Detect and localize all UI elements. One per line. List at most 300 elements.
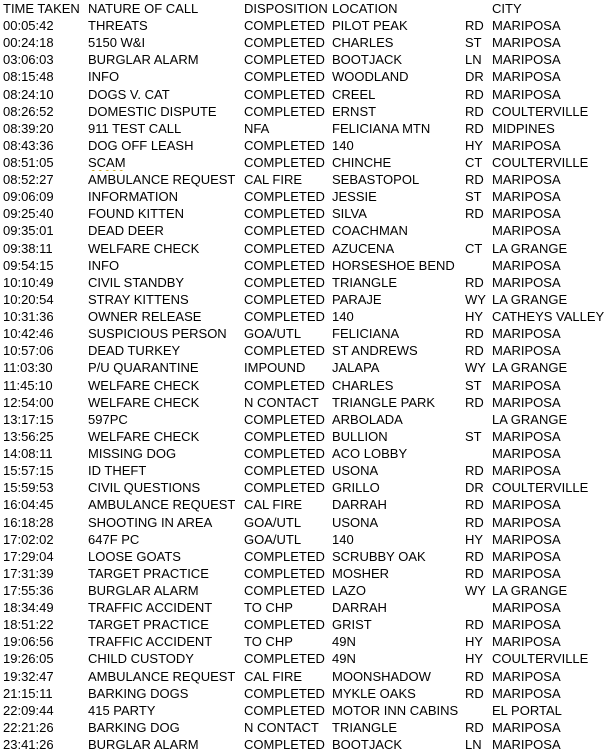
cell-time-taken: 08:52:27 [3,172,54,188]
cell-time-taken: 11:45:10 [3,377,53,393]
cell-street-suffix: RD [465,274,484,290]
cell-street-suffix: RD [465,719,484,735]
cell-location: SEBASTOPOL [332,172,420,188]
cell-disposition: COMPLETED [244,737,325,752]
cell-city: LA GRANGE [492,360,568,376]
cell-nature-of-call: P/U QUARANTINE [88,360,199,376]
cell-location: DARRAH [332,600,387,616]
cell-city: CATHEYS VALLEY [492,309,605,324]
cell-disposition: COMPLETED [244,480,325,496]
cell-nature-of-call: TARGET PRACTICE [88,617,209,633]
cell-city: MARIPOSA [492,548,561,564]
cell-disposition: COMPLETED [244,377,325,393]
cell-time-taken: 09:38:11 [3,240,53,256]
cell-city: LA GRANGE [492,583,568,598]
cell-location: JALAPA [332,360,380,376]
table-row [0,51,614,68]
cell-disposition: GOA/UTL [244,326,302,342]
header-location: LOCATION [332,1,398,16]
cell-city: MARIPOSA [492,497,561,513]
cell-time-taken: 08:39:20 [3,120,54,136]
cell-city: MARIPOSA [492,223,561,239]
cell-nature-of-call: WELFARE CHECK [88,240,200,256]
cell-time-taken: 15:59:53 [3,480,54,496]
cell-nature-of-call: DOG OFF LEASH [88,137,194,153]
cell-time-taken: 18:51:22 [3,617,54,633]
cell-nature-of-call: CIVIL STANDBY [88,274,185,290]
cell-location: MYKLE OAKS [332,685,416,701]
cell-disposition: COMPLETED [244,189,325,205]
cell-location: SILVA [332,206,367,222]
cell-time-taken: 08:24:10 [3,86,54,102]
table-row [0,188,614,205]
cell-disposition: COMPLETED [244,617,325,633]
cell-city: COULTERVILLE [492,155,589,170]
cell-location: ACO LOBBY [332,446,408,461]
cell-street-suffix: RD [465,206,484,222]
cell-time-taken: 08:26:52 [3,103,54,119]
cell-city: LA GRANGE [492,291,568,307]
cell-street-suffix: RD [465,86,484,102]
header-city: CITY [492,1,522,16]
cell-city: MARIPOSA [492,189,561,205]
cell-location: MOSHER [332,565,390,581]
cell-nature-of-call: INFO [88,257,120,273]
header-row [0,0,614,17]
table-row [0,274,614,291]
cell-time-taken: 11:03:30 [3,360,53,376]
cell-city: MARIPOSA [492,69,561,85]
table-row [0,86,614,103]
table-row [0,668,614,685]
cell-time-taken: 18:34:49 [3,600,54,616]
cell-street-suffix: ST [465,35,482,51]
table-row [0,17,614,34]
table-row [0,633,614,650]
table-row [0,565,614,582]
cell-city: MARIPOSA [492,565,561,581]
cell-city: MARIPOSA [492,257,561,273]
cell-location: CHARLES [332,377,394,393]
cell-disposition: COMPLETED [244,69,325,85]
cell-city: MARIPOSA [492,394,561,410]
cell-time-taken: 10:10:49 [3,274,54,290]
cell-street-suffix: RD [465,463,484,479]
cell-time-taken: 08:43:36 [3,137,54,153]
cell-disposition: N CONTACT [244,719,319,735]
cell-disposition: COMPLETED [244,155,325,170]
cell-time-taken: 17:02:02 [3,531,54,547]
table-row [0,257,614,274]
cell-location: 140 [332,531,354,547]
cell-street-suffix: RD [465,565,484,581]
cell-disposition: COMPLETED [244,240,325,256]
cell-nature-of-call: 647F PC [88,531,140,547]
cell-location: DARRAH [332,497,387,513]
cell-time-taken: 03:06:03 [3,52,54,68]
table-row [0,325,614,342]
cell-nature-of-call: AMBULANCE REQUEST [88,668,236,684]
cell-location: WOODLAND [332,69,409,85]
cell-location: SCRUBBY OAK [332,548,426,564]
cell-nature-of-call: WELFARE CHECK [88,428,200,444]
cell-city: MARIPOSA [492,377,561,393]
cell-disposition: COMPLETED [244,257,325,273]
cell-location: FELICIANA MTN [332,120,431,136]
cell-city: MARIPOSA [492,514,561,530]
cell-time-taken: 10:31:36 [3,309,54,324]
cell-time-taken: 00:05:42 [3,18,54,33]
table-row [0,137,614,154]
table-row [0,377,614,394]
cell-time-taken: 22:21:26 [3,719,54,735]
table-row [0,496,614,513]
cell-nature-of-call: SUSPICIOUS PERSON [88,326,227,342]
cell-location: 140 [332,137,354,153]
cell-street-suffix: RD [465,103,484,119]
cell-city: MARIPOSA [492,206,561,222]
cell-disposition: TO CHP [244,634,293,650]
cell-street-suffix: RD [465,18,484,33]
table-row [0,582,614,599]
cell-location: TRIANGLE [332,719,398,735]
cell-city: MARIPOSA [492,463,561,479]
cell-street-suffix: CT [465,155,483,170]
cell-city: MARIPOSA [492,600,561,616]
cell-disposition: COMPLETED [244,18,325,33]
cell-street-suffix: HY [465,137,484,153]
cell-street-suffix: RD [465,120,484,136]
cell-location: ST ANDREWS [332,343,418,359]
cell-street-suffix: HY [465,309,484,324]
table-row [0,342,614,359]
cell-location: PARAJE [332,291,382,307]
cell-street-suffix: RD [465,548,484,564]
table-row [0,240,614,257]
cell-location: 49N [332,634,356,650]
table-row [0,650,614,667]
cell-street-suffix: RD [465,394,484,410]
cell-street-suffix: RD [465,172,484,188]
cell-location: FELICIANA [332,326,400,342]
cell-location: JESSIE [332,189,377,205]
cell-city: MARIPOSA [492,18,561,33]
cell-nature-of-call: BARKING DOGS [88,685,189,701]
cell-street-suffix: ST [465,189,482,205]
table-row [0,171,614,188]
cell-location: LAZO [332,583,366,598]
cell-time-taken: 17:29:04 [3,548,54,564]
cell-disposition: COMPLETED [244,428,325,444]
cell-disposition: CAL FIRE [244,172,303,188]
cell-nature-of-call: 911 TEST CALL [88,120,182,136]
cell-street-suffix: DR [465,480,484,496]
cell-disposition: COMPLETED [244,583,325,598]
cell-time-taken: 19:06:56 [3,634,54,650]
cell-nature-of-call: 415 PARTY [88,702,156,718]
cell-location: GRILLO [332,480,380,496]
cell-nature-of-call: WELFARE CHECK [88,377,200,393]
cell-nature-of-call: SHOOTING IN AREA [88,514,213,530]
cell-disposition: COMPLETED [244,651,325,667]
cell-time-taken: 12:54:00 [3,394,54,410]
cell-location: 140 [332,309,354,324]
cell-nature-of-call: SCAM [88,155,126,170]
cell-location: MOTOR INN CABINS [332,702,459,718]
cell-disposition: GOA/UTL [244,514,302,530]
header-time-taken: TIME TAKEN [3,1,80,16]
cell-street-suffix: DR [465,69,484,85]
cell-location: BOOTJACK [332,52,403,68]
cell-nature-of-call: TRAFFIC ACCIDENT [88,600,213,616]
cell-nature-of-call: ID THEFT [88,463,147,479]
cell-location: USONA [332,463,379,479]
cell-nature-of-call: 597PC [88,411,128,427]
cell-location: CREEL [332,86,376,102]
cell-street-suffix: LN [465,52,482,68]
cell-time-taken: 19:26:05 [3,651,54,667]
cell-nature-of-call: DOGS V. CAT [88,86,170,102]
cell-nature-of-call: DEAD DEER [88,223,164,239]
table-row [0,222,614,239]
cell-time-taken: 21:15:11 [3,685,53,701]
cell-street-suffix: RD [465,617,484,633]
cell-time-taken: 10:57:06 [3,343,54,359]
cell-city: MARIPOSA [492,326,561,342]
table-row [0,736,614,753]
table-row [0,154,614,171]
cell-disposition: COMPLETED [244,291,325,307]
cell-location: AZUCENA [332,240,395,256]
cell-nature-of-call: CHILD CUSTODY [88,651,194,667]
cell-time-taken: 08:15:48 [3,69,54,85]
cell-street-suffix: WY [465,360,486,376]
cell-city: MARIPOSA [492,428,561,444]
cell-city: LA GRANGE [492,240,568,256]
table-row [0,531,614,548]
cell-street-suffix: RD [465,514,484,530]
cell-nature-of-call: STRAY KITTENS [88,291,189,307]
cell-time-taken: 14:08:11 [3,446,53,461]
cell-disposition: IMPOUND [244,360,306,376]
cell-street-suffix: HY [465,634,484,650]
cell-disposition: N CONTACT [244,394,319,410]
cell-nature-of-call: LOOSE GOATS [88,548,181,564]
table-row [0,68,614,85]
table-row [0,205,614,222]
cell-city: MARIPOSA [492,35,561,51]
cell-time-taken: 09:06:09 [3,189,54,205]
cell-nature-of-call: BURGLAR ALARM [88,737,199,752]
cell-city: MARIPOSA [492,634,561,650]
cell-city: MARIPOSA [492,52,561,68]
table-row [0,34,614,51]
cell-disposition: COMPLETED [244,463,325,479]
cell-disposition: COMPLETED [244,565,325,581]
cell-disposition: COMPLETED [244,35,325,51]
cell-street-suffix: HY [465,651,484,667]
cell-time-taken: 22:09:44 [3,702,54,718]
cell-city: EL PORTAL [492,702,562,718]
cell-location: USONA [332,514,379,530]
cell-nature-of-call: BARKING DOG [88,719,180,735]
cell-location: COACHMAN [332,223,408,239]
cell-location: BOOTJACK [332,737,403,752]
cell-city: MARIPOSA [492,86,561,102]
cell-disposition: COMPLETED [244,309,325,324]
cell-nature-of-call: 5150 W&I [88,35,146,51]
table-row [0,462,614,479]
cell-nature-of-call: MISSING DOG [88,446,177,461]
table-row [0,479,614,496]
cell-time-taken: 08:51:05 [3,155,54,170]
table-row [0,685,614,702]
cell-location: HORSESHOE BEND [332,257,455,273]
cell-city: MIDPINES [492,120,555,136]
cell-time-taken: 10:42:46 [3,326,54,342]
cell-location: MOONSHADOW [332,668,431,684]
cell-nature-of-call: DOMESTIC DISPUTE [88,103,217,119]
table-row [0,616,614,633]
cell-time-taken: 09:35:01 [3,223,54,239]
cell-time-taken: 16:04:45 [3,497,54,513]
cell-city: MARIPOSA [492,668,561,684]
cell-nature-of-call: INFO [88,69,120,85]
cell-nature-of-call: CIVIL QUESTIONS [88,480,201,496]
cell-disposition: NFA [244,120,270,136]
table-row [0,291,614,308]
cell-nature-of-call: FOUND KITTEN [88,206,185,222]
cell-nature-of-call: OWNER RELEASE [88,309,202,324]
cell-nature-of-call: BURGLAR ALARM [88,583,199,598]
cell-time-taken: 19:32:47 [3,668,54,684]
cell-time-taken: 17:55:36 [3,583,54,598]
cell-nature-of-call: INFORMATION [88,189,179,205]
cell-disposition: COMPLETED [244,411,325,427]
cell-city: COULTERVILLE [492,480,589,496]
cell-city: MARIPOSA [492,617,561,633]
cell-disposition: TO CHP [244,600,293,616]
cell-time-taken: 10:20:54 [3,291,54,307]
cell-disposition: COMPLETED [244,343,325,359]
cell-nature-of-call: WELFARE CHECK [88,394,200,410]
cell-location: PILOT PEAK [332,18,408,33]
cell-street-suffix: ST [465,428,482,444]
table-row [0,411,614,428]
cell-disposition: COMPLETED [244,206,325,222]
cell-city: COULTERVILLE [492,651,589,667]
header-nature-of-call: NATURE OF CALL [88,1,199,16]
cell-nature-of-call: TARGET PRACTICE [88,565,209,581]
cell-disposition: COMPLETED [244,86,325,102]
table-row [0,445,614,462]
cell-location: ARBOLADA [332,411,403,427]
table-row [0,514,614,531]
cell-location: GRIST [332,617,372,633]
cell-city: MARIPOSA [492,343,561,359]
cell-city: MARIPOSA [492,274,561,290]
cell-disposition: COMPLETED [244,702,325,718]
table-row [0,719,614,736]
cell-street-suffix: CT [465,240,483,256]
cell-street-suffix: RD [465,685,484,701]
cell-nature-of-call: BURGLAR ALARM [88,52,199,68]
cell-street-suffix: LN [465,737,482,752]
cell-city: MARIPOSA [492,685,561,701]
cell-city: MARIPOSA [492,172,561,188]
cell-disposition: COMPLETED [244,446,325,461]
cell-disposition: COMPLETED [244,137,325,153]
cell-location: CHARLES [332,35,394,51]
table-row [0,120,614,137]
cell-city: MARIPOSA [492,737,561,752]
cell-time-taken: 00:24:18 [3,35,54,51]
table-row [0,702,614,719]
cell-time-taken: 23:41:26 [3,737,54,752]
table-row [0,394,614,411]
cell-time-taken: 17:31:39 [3,565,54,581]
cell-street-suffix: RD [465,343,484,359]
cell-disposition: COMPLETED [244,52,325,68]
table-row [0,103,614,120]
cell-street-suffix: RD [465,668,484,684]
cell-street-suffix: RD [465,497,484,513]
cell-time-taken: 09:25:40 [3,206,54,222]
cell-time-taken: 16:18:28 [3,514,54,530]
table-row [0,599,614,616]
cell-time-taken: 13:56:25 [3,428,54,444]
cell-street-suffix: ST [465,377,482,393]
cell-nature-of-call: TRAFFIC ACCIDENT [88,634,213,650]
cell-nature-of-call: DEAD TURKEY [88,343,181,359]
cell-street-suffix: HY [465,531,484,547]
cell-location: BULLION [332,428,388,444]
cell-city: MARIPOSA [492,446,561,461]
table-row [0,428,614,445]
table-row [0,308,614,325]
cell-disposition: COMPLETED [244,103,325,119]
cell-time-taken: 13:17:15 [3,411,54,427]
cell-street-suffix: RD [465,326,484,342]
cell-location: TRIANGLE [332,274,398,290]
cell-nature-of-call: AMBULANCE REQUEST [88,172,236,188]
cell-disposition: COMPLETED [244,685,325,701]
cell-location: 49N [332,651,356,667]
header-disposition: DISPOSITION [244,1,328,16]
cell-disposition: COMPLETED [244,223,325,239]
cell-city: COULTERVILLE [492,103,589,119]
cell-location: TRIANGLE PARK [332,394,436,410]
cell-city: MARIPOSA [492,137,561,153]
cell-time-taken: 09:54:15 [3,257,54,273]
cell-disposition: CAL FIRE [244,497,303,513]
cell-street-suffix: WY [465,583,486,598]
cell-time-taken: 15:57:15 [3,463,54,479]
cell-disposition: COMPLETED [244,548,325,564]
cell-location: CHINCHE [332,155,392,170]
cell-nature-of-call: THREATS [88,18,148,33]
table-row [0,359,614,376]
cell-disposition: CAL FIRE [244,668,303,684]
cell-street-suffix: WY [465,291,486,307]
cell-city: MARIPOSA [492,719,561,735]
cell-disposition: GOA/UTL [244,531,302,547]
cell-city: LA GRANGE [492,411,568,427]
cell-location: ERNST [332,103,377,119]
cell-nature-of-call: AMBULANCE REQUEST [88,497,236,513]
cell-disposition: COMPLETED [244,274,325,290]
table-row [0,548,614,565]
